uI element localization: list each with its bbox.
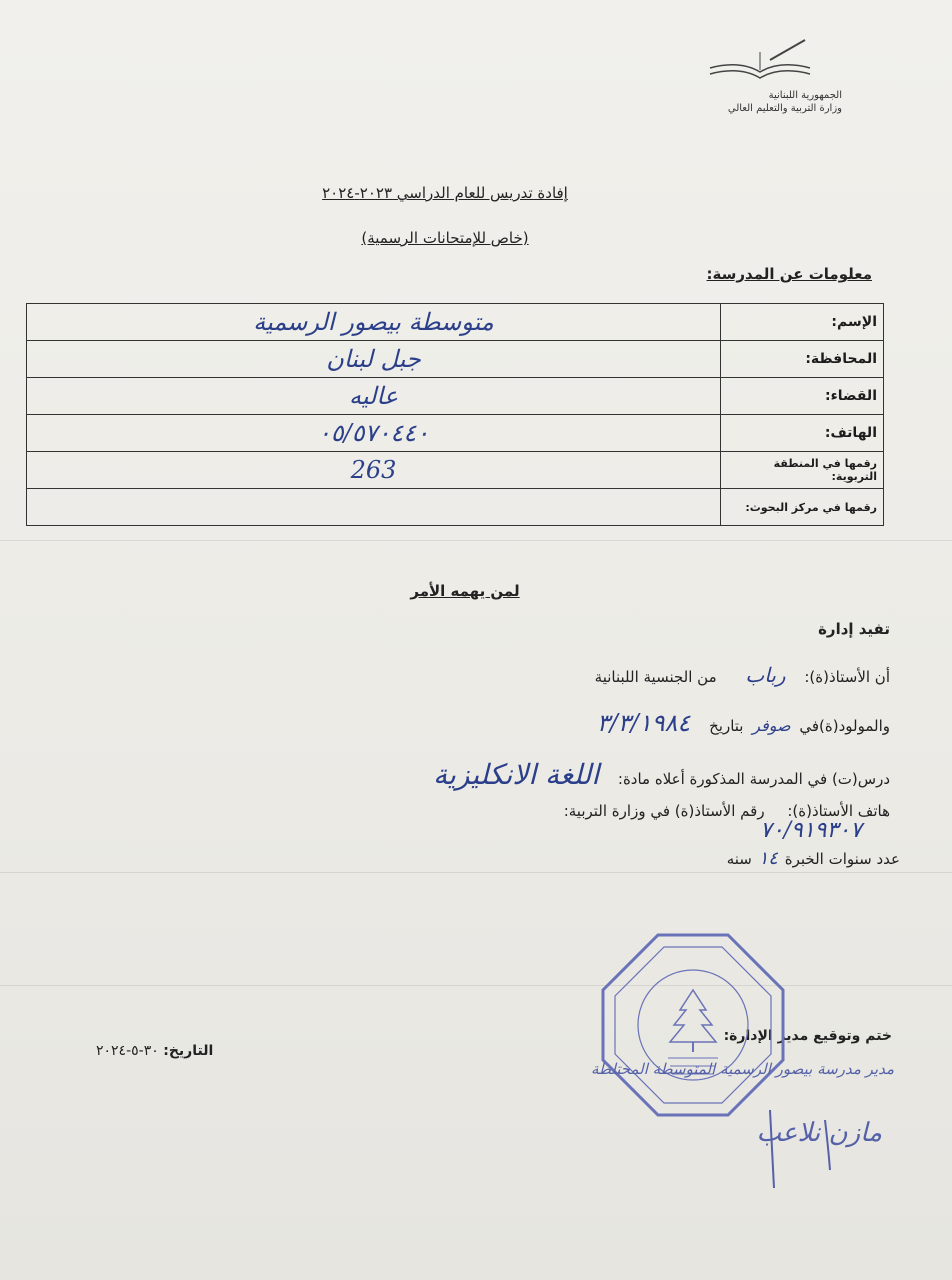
- experience-line: [727, 848, 900, 869]
- experience-unit: سنه: [726, 850, 752, 868]
- table-row: [27, 452, 884, 489]
- certifies-text: تفيد إدارة: [818, 620, 890, 638]
- teacher-name: رباب: [745, 663, 786, 687]
- official-seal: [598, 930, 788, 1120]
- director-signature: مازن نلاعب: [756, 1118, 882, 1148]
- document-subtitle: (خاص للإمتحانات الرسمية): [361, 229, 529, 247]
- research-center-number-label: رقمها في مركز البحوث:: [721, 489, 884, 526]
- teacher-phone-value: ٧٠/٩١٩٣٠٧: [760, 818, 862, 843]
- phone-label: الهاتف:: [721, 415, 884, 452]
- subject-line: [419, 758, 890, 791]
- experience-years: ١٤: [758, 848, 778, 869]
- school-info-heading: معلومات عن المدرسة:: [706, 265, 872, 283]
- footer-date: [96, 1043, 213, 1059]
- nationality-text: من الجنسية اللبنانية: [594, 668, 717, 686]
- table-row: [27, 378, 884, 415]
- educational-zone-number-label: رقمها في المنطقة التربوية:: [721, 452, 884, 489]
- fold-line: [0, 540, 952, 541]
- governorate-label: المحافظة:: [721, 341, 884, 378]
- teacher-line: [595, 663, 890, 687]
- ministry-name: وزارة التربية والتعليم العالي: [727, 103, 842, 114]
- governorate-value: جبل لبنان: [27, 341, 721, 378]
- subject-value: اللغة الانكليزية: [433, 758, 600, 791]
- district-value: عاليه: [27, 378, 721, 415]
- birth-line: [583, 709, 890, 737]
- ministry-logo-icon: [700, 30, 820, 90]
- republic-name: الجمهورية اللبنانية: [768, 90, 842, 101]
- ministry-number-label: رقم الأستاذ(ة) في وزارة التربية:: [563, 802, 765, 820]
- signature-label: ختم وتوقيع مدير الإدارة:: [723, 1028, 892, 1044]
- date-label: بتاريخ: [709, 717, 744, 735]
- director-title: مدير مدرسة بيصور الرسمية المتوسطة المختلطة: [590, 1060, 894, 1078]
- teacher-phone-label: هاتف الأستاذ(ة):: [787, 802, 890, 820]
- birth-date: ٣/٣/١٩٨٤: [596, 709, 691, 737]
- experience-label: عدد سنوات الخبرة: [784, 850, 900, 868]
- signature-scribble-icon: [740, 1100, 850, 1190]
- table-row: [27, 415, 884, 452]
- fold-line: [0, 985, 952, 986]
- district-label: القضاء:: [721, 378, 884, 415]
- footer-date-value: ٣٠-٥-٢٠٢٤: [96, 1043, 159, 1059]
- footer-date-label: التاريخ:: [163, 1043, 214, 1059]
- fold-line: [0, 872, 952, 873]
- to-whom-heading: لمن يهمه الأمر: [410, 582, 520, 600]
- educational-zone-number-value: 263: [27, 452, 721, 489]
- school-name-label: الإسم:: [721, 304, 884, 341]
- phone-value: ٠٥/٥٧٠٤٤٠: [27, 415, 721, 452]
- teacher-label: أن الأستاذ(ة):: [804, 668, 890, 686]
- school-info-table: [26, 303, 884, 526]
- document-title: إفادة تدريس للعام الدراسي ٢٠٢٣-٢٠٢٤: [322, 184, 568, 202]
- table-row: [27, 304, 884, 341]
- birth-place: صوفر: [752, 716, 791, 735]
- taught-label: درس(ت) في المدرسة المذكورة أعلاه مادة:: [617, 770, 890, 788]
- table-row: [27, 341, 884, 378]
- born-label: والمولود(ة)في: [799, 717, 890, 735]
- school-name-value: متوسطة بيصور الرسمية: [27, 304, 721, 341]
- table-row: [27, 489, 884, 526]
- research-center-number-value: [27, 489, 721, 526]
